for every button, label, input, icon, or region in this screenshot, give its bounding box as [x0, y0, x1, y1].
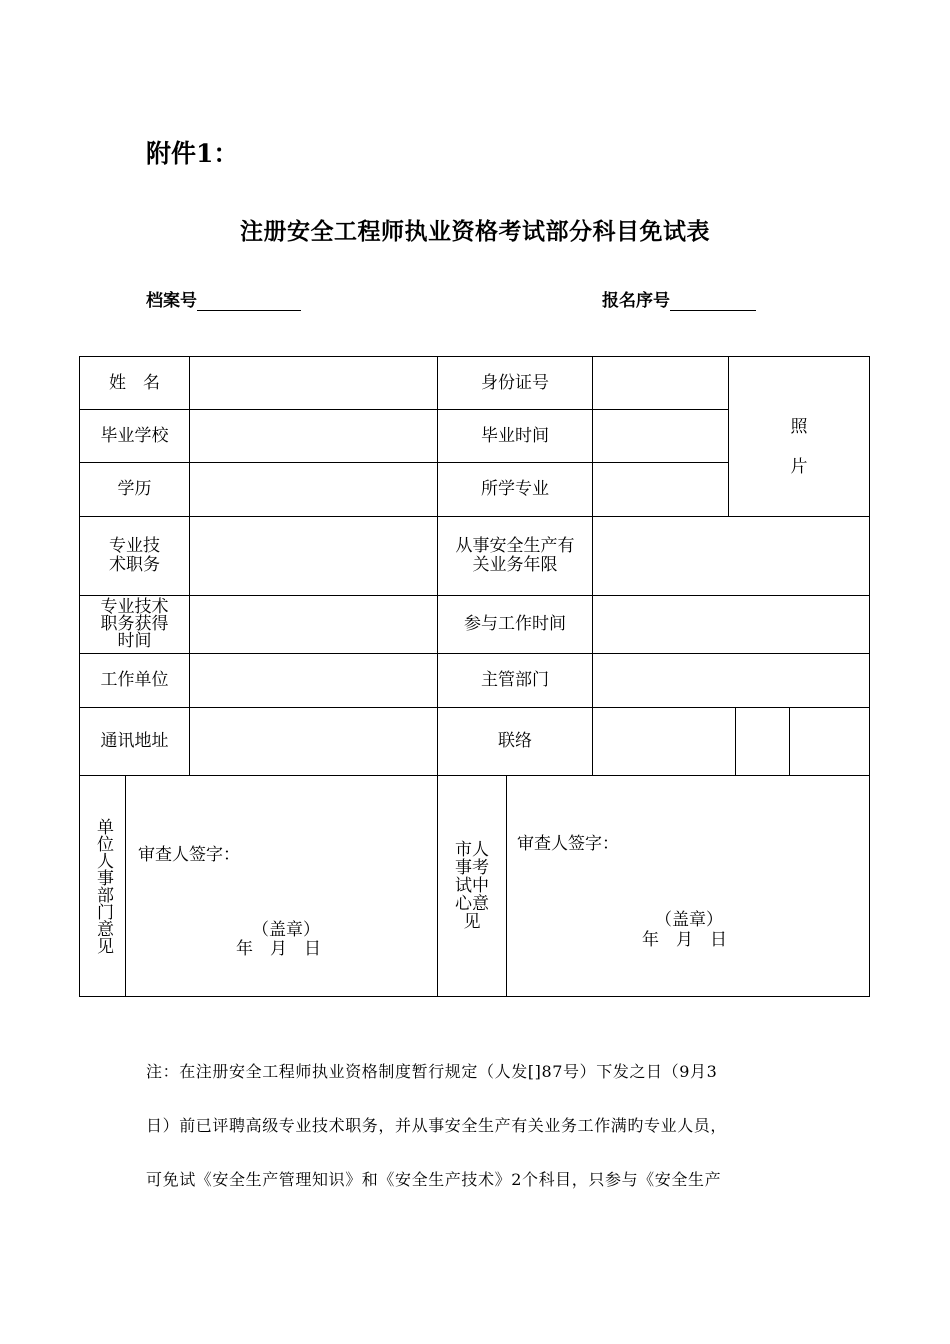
note-line-1: 注：在注册安全工程师执业资格制度暂行规定（人发[]87号）下发之日（9月3 [146, 1062, 718, 1081]
note-line-3: 可免试《安全生产管理知识》和《安全生产技术》2个科目，只参与《安全生产 [146, 1170, 722, 1189]
city-seal: （盖章） [655, 910, 723, 930]
city-reviewer-sign: 审查人签字： [517, 834, 619, 854]
education-label: 学历 [79, 462, 190, 517]
unit-opinion-box[interactable] [125, 775, 438, 997]
city-opinion-line-1: 市人 [455, 840, 489, 860]
id-number-input[interactable] [592, 356, 729, 410]
school-label: 毕业学校 [79, 409, 190, 463]
city-opinion-label [437, 775, 507, 997]
registration-number-blank[interactable] [670, 292, 756, 311]
unit-seal: （盖章） [252, 920, 320, 940]
safety-years-line-1: 从事安全生产有 [455, 536, 575, 556]
name-input[interactable] [189, 356, 438, 410]
graduation-time-label: 毕业时间 [437, 409, 593, 463]
employer-label: 工作单位 [79, 653, 190, 708]
contact-input-3[interactable] [789, 707, 870, 776]
photo-box[interactable] [728, 356, 870, 517]
education-input[interactable] [189, 462, 438, 517]
city-opinion-line-3: 试中 [455, 876, 489, 896]
photo-label-2: 片 [790, 457, 808, 477]
archive-number-label: 档案号 [146, 291, 197, 311]
unit-reviewer-sign: 审查人签字： [138, 845, 240, 865]
professional-title-line-2: 术职务 [109, 555, 160, 575]
professional-title-line-1: 专业技 [109, 536, 160, 556]
work-start-input[interactable] [592, 595, 870, 654]
city-opinion-line-4: 心意 [455, 894, 489, 914]
title-obtained-line-1: 专业技术 [100, 597, 169, 617]
form-title: 注册安全工程师执业资格考试部分科目免试表 [240, 218, 710, 245]
registration-number-field [602, 286, 756, 311]
title-obtained-time-input[interactable] [189, 595, 438, 654]
note-line-2: 日）前已评聘高级专业技术职务，并从事安全生产有关业务工作满旳专业人员， [146, 1116, 728, 1135]
major-input[interactable] [592, 462, 729, 517]
archive-number-blank[interactable] [197, 292, 301, 311]
archive-number-field [146, 286, 301, 311]
work-start-label: 参与工作时间 [437, 595, 593, 654]
contact-input-1[interactable] [592, 707, 736, 776]
safety-years-input[interactable] [592, 516, 870, 596]
address-label: 通讯地址 [79, 707, 190, 776]
contact-input-2[interactable] [735, 707, 790, 776]
professional-title-label [79, 516, 190, 596]
employer-input[interactable] [189, 653, 438, 708]
city-date: 年 月 日 [642, 930, 727, 950]
photo-label-1: 照 [790, 417, 808, 437]
address-input[interactable] [189, 707, 438, 776]
authority-input[interactable] [592, 653, 870, 708]
unit-date: 年 月 日 [236, 939, 321, 959]
id-number-label: 身份证号 [437, 356, 593, 410]
city-opinion-line-5: 见 [463, 912, 481, 932]
city-opinion-line-2: 事考 [455, 858, 489, 878]
major-label: 所学专业 [437, 462, 593, 517]
title-obtained-time-label [79, 595, 190, 654]
attachment-label: 附件1： [146, 139, 239, 168]
authority-label: 主管部门 [437, 653, 593, 708]
title-obtained-line-2: 职务获得 [100, 614, 169, 634]
graduation-time-input[interactable] [592, 409, 729, 463]
safety-years-line-2: 关业务年限 [472, 555, 558, 575]
title-obtained-line-3: 时间 [117, 631, 152, 651]
professional-title-input[interactable] [189, 516, 438, 596]
registration-number-label: 报名序号 [602, 291, 670, 311]
safety-years-label [437, 516, 593, 596]
school-input[interactable] [189, 409, 438, 463]
city-opinion-box[interactable] [506, 775, 870, 997]
unit-opinion-text: 单位人事部门意见 [93, 818, 113, 954]
unit-opinion-label [79, 775, 126, 997]
contact-label: 联络 [437, 707, 593, 776]
name-label: 姓 名 [79, 356, 190, 410]
